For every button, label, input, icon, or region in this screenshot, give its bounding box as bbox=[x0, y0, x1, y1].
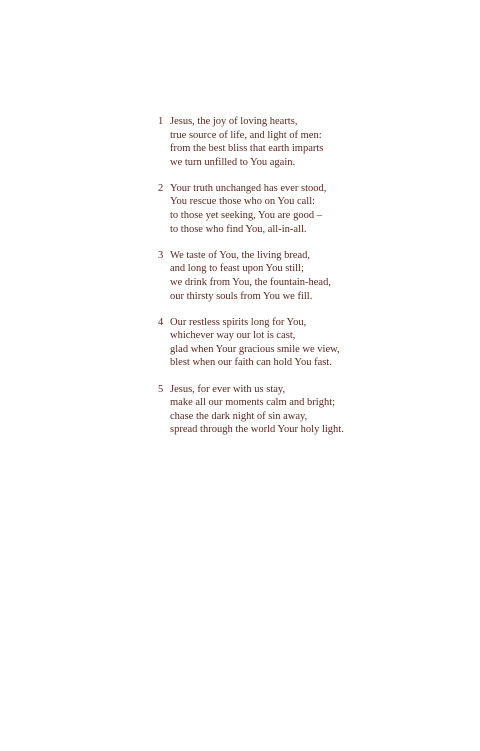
verse-line: spread through the world Your holy light. bbox=[170, 424, 344, 436]
verse-line: glad when Your gracious smile we view, bbox=[170, 343, 340, 355]
verse-4 bbox=[158, 316, 458, 370]
verse-line: we drink from You, the fountain-head, bbox=[170, 276, 331, 288]
verse-line: and long to feast upon You still; bbox=[170, 263, 304, 275]
verse-number: 3 bbox=[158, 249, 164, 261]
verse-line: our thirsty souls from You we fill. bbox=[170, 290, 313, 302]
verse-1 bbox=[158, 115, 458, 169]
verse-line: Our restless spirits long for You, bbox=[170, 316, 307, 328]
verse-line: true source of life, and light of men: bbox=[170, 129, 322, 141]
verse-line: to those who find You, all-in-all. bbox=[170, 223, 307, 235]
verse-number: 1 bbox=[158, 116, 164, 127]
verse-line: Jesus, the joy of loving hearts, bbox=[170, 116, 298, 127]
verse-2 bbox=[158, 182, 458, 236]
verse-line: You rescue those who on You call: bbox=[170, 196, 316, 208]
verse-number: 5 bbox=[158, 383, 164, 395]
verse-line: to those yet seeking, You are good – bbox=[170, 210, 322, 222]
verse-number: 4 bbox=[158, 316, 164, 328]
verse-line: chase the dark night of sin away, bbox=[170, 410, 308, 422]
hymn-text bbox=[158, 115, 458, 449]
verse-3 bbox=[158, 249, 458, 303]
verse-5 bbox=[158, 383, 458, 437]
verse-line: blest when our faith can hold You fast. bbox=[170, 357, 332, 369]
verse-line: make all our moments calm and bright; bbox=[170, 397, 336, 409]
verse-line: whichever way our lot is cast, bbox=[170, 330, 296, 342]
verse-line: Jesus, for ever with us stay, bbox=[170, 383, 286, 395]
verse-line: from the best bliss that earth imparts bbox=[170, 143, 324, 155]
verse-number: 2 bbox=[158, 182, 164, 194]
verse-line: We taste of You, the living bread, bbox=[170, 249, 311, 261]
verse-line: we turn unfilled to You again. bbox=[170, 156, 296, 168]
verse-line: Your truth unchanged has ever stood, bbox=[170, 182, 327, 194]
